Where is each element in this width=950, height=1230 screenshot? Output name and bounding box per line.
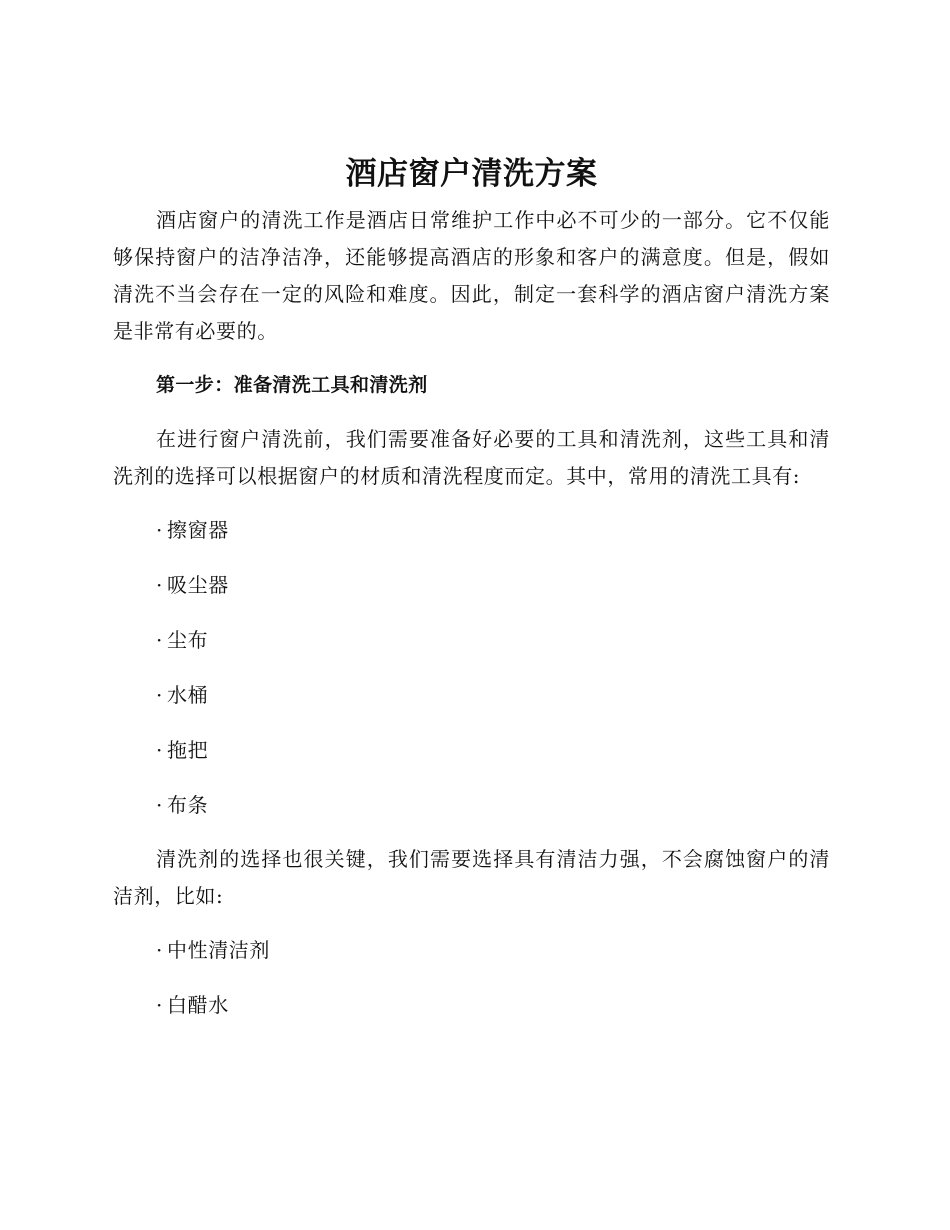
list-item — [156, 732, 830, 769]
bullet-icon: · — [156, 793, 163, 817]
list-item — [156, 787, 830, 824]
list-item-text: 拖把 — [167, 738, 209, 762]
intro-paragraph: 酒店窗户的清洗工作是酒店日常维护工作中必不可少的一部分。它不仅能够保持窗户的洁净洁净，还能够提高酒店的形象和客户的满意度。但是，假如清洗不当会存在一定的风险和难度。因此，制定一套科学的酒店窗户清洗方案是非常有必要的。 — [113, 208, 830, 343]
document-title: 酒店窗户清洗方案 — [345, 156, 598, 192]
tools-intro-paragraph: 在进行窗户清洗前，我们需要准备好必要的工具和清洗剂，这些工具和清洗剂的选择可以根据窗户的材质和清洗程度而定。其中，常用的清洗工具有: — [113, 427, 830, 488]
tools-list — [113, 512, 830, 824]
list-item — [156, 512, 830, 549]
list-item — [156, 987, 830, 1024]
list-item-text: 擦窗器 — [167, 518, 229, 542]
agents-list — [113, 932, 830, 1024]
bullet-icon: · — [156, 993, 163, 1017]
list-item-text: 吸尘器 — [167, 573, 229, 597]
list-item — [156, 567, 830, 604]
bullet-icon: · — [156, 683, 163, 707]
list-item-text: 白醋水 — [167, 993, 229, 1017]
list-item — [156, 677, 830, 714]
list-item-text: 布条 — [167, 793, 209, 817]
agents-intro-paragraph: 清洗剂的选择也很关键，我们需要选择具有清洁力强，不会腐蚀窗户的清洁剂，比如: — [113, 847, 830, 908]
bullet-icon: · — [156, 628, 163, 652]
list-item — [156, 622, 830, 659]
step1-heading: 第一步：准备清洗工具和清洗剂 — [156, 374, 428, 396]
list-item-text: 水桶 — [167, 683, 209, 707]
bullet-icon: · — [156, 573, 163, 597]
bullet-icon: · — [156, 938, 163, 962]
bullet-icon: · — [156, 518, 163, 542]
bullet-icon: · — [156, 738, 163, 762]
list-item-text: 中性清洁剂 — [167, 938, 270, 962]
list-item — [156, 932, 830, 969]
list-item-text: 尘布 — [167, 628, 209, 652]
